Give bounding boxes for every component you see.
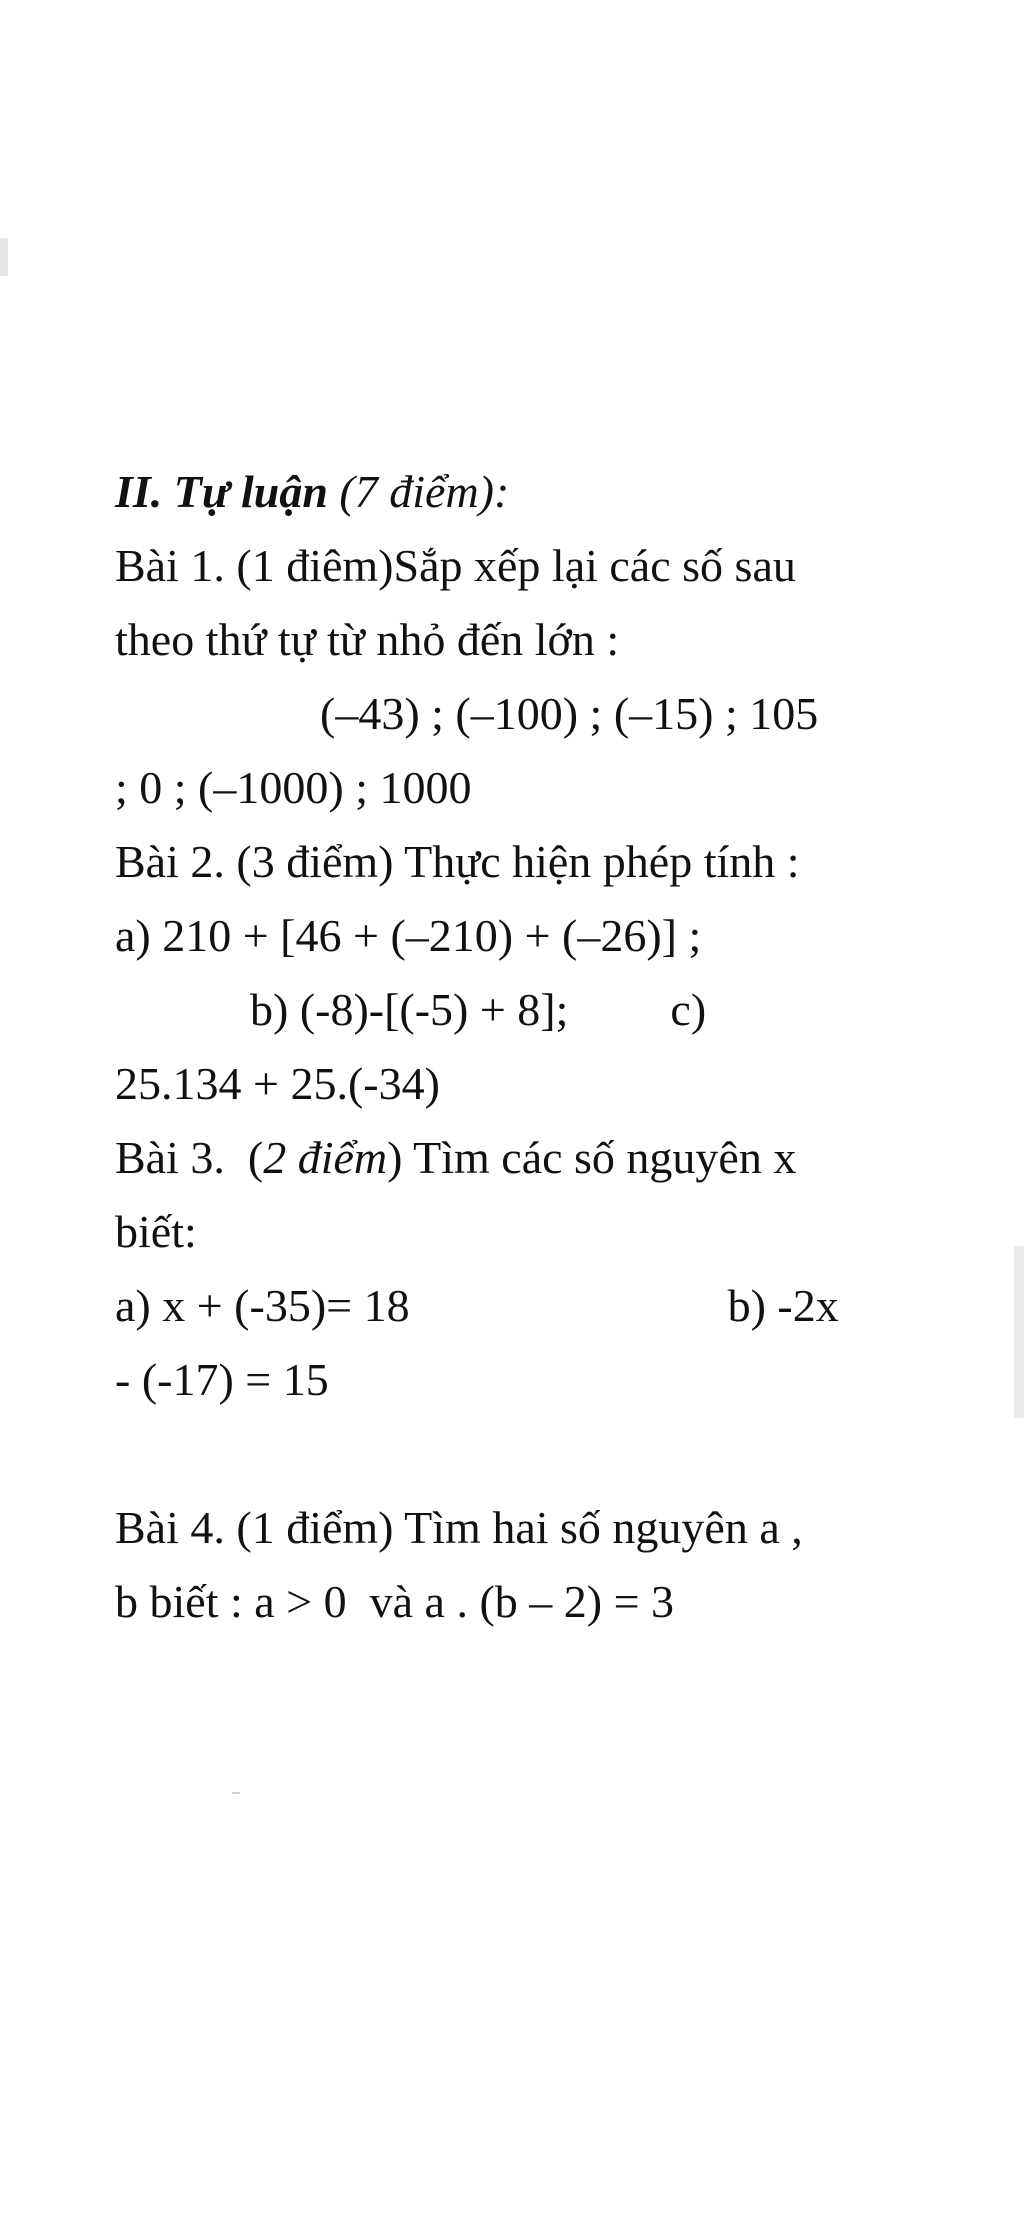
- bai3-prefix: Bài 3. (: [115, 1132, 264, 1183]
- section-title: II. Tự luận: [115, 466, 328, 517]
- bai3-part-a: a) x + (-35)= 18: [115, 1280, 410, 1331]
- stray-mark: [232, 1792, 240, 1794]
- bai2-part-c: 25.134 + 25.(-34): [115, 1058, 440, 1109]
- bai1-sequence-cont: ; 0 ; (–1000) ; 1000: [115, 762, 472, 813]
- bai2-line1: Bài 2. (3 điểm) Thực hiện phép tính :: [115, 836, 800, 887]
- bai3-line2: biết:: [115, 1206, 197, 1257]
- bai3-suffix: ) Tìm các số nguyên x: [387, 1132, 797, 1183]
- right-edge-shadow: [1014, 1246, 1024, 1418]
- section-heading: [115, 455, 915, 529]
- bai3-points: 2 điểm: [263, 1132, 388, 1183]
- bai4-line2: b biết : a > 0 và a . (b – 2) = 3: [115, 1576, 675, 1627]
- bai1-line2: theo thứ tự từ nhỏ đến lớn :: [115, 614, 620, 665]
- bai1-line1: Bài 1. (1 điêm)Sắp xếp lại các số sau: [115, 540, 796, 591]
- bai3-parts-row: [115, 1269, 915, 1343]
- blank-line: [115, 1417, 915, 1491]
- exam-document: [115, 455, 915, 1639]
- section-points: (7 điểm):: [327, 466, 510, 517]
- bai3-part-b-end: - (-17) = 15: [115, 1354, 329, 1405]
- bai2-part-b: b) (-8)-[(-5) + 8];: [250, 984, 569, 1035]
- bai3-part-b-start: b) -2x: [727, 1280, 839, 1331]
- bai2-part-b-row: [115, 973, 915, 1047]
- bai2-part-a: a) 210 + [46 + (–210) + (–26)] ;: [115, 910, 702, 961]
- bai4-line1: Bài 4. (1 điểm) Tìm hai số nguyên a ,: [115, 1502, 803, 1553]
- bai1-sequence: (–43) ; (–100) ; (–15) ; 105: [320, 688, 819, 739]
- left-edge-shadow: [0, 238, 8, 276]
- bai2-part-c-label: c): [670, 984, 707, 1035]
- bai3-line1: [115, 1121, 915, 1195]
